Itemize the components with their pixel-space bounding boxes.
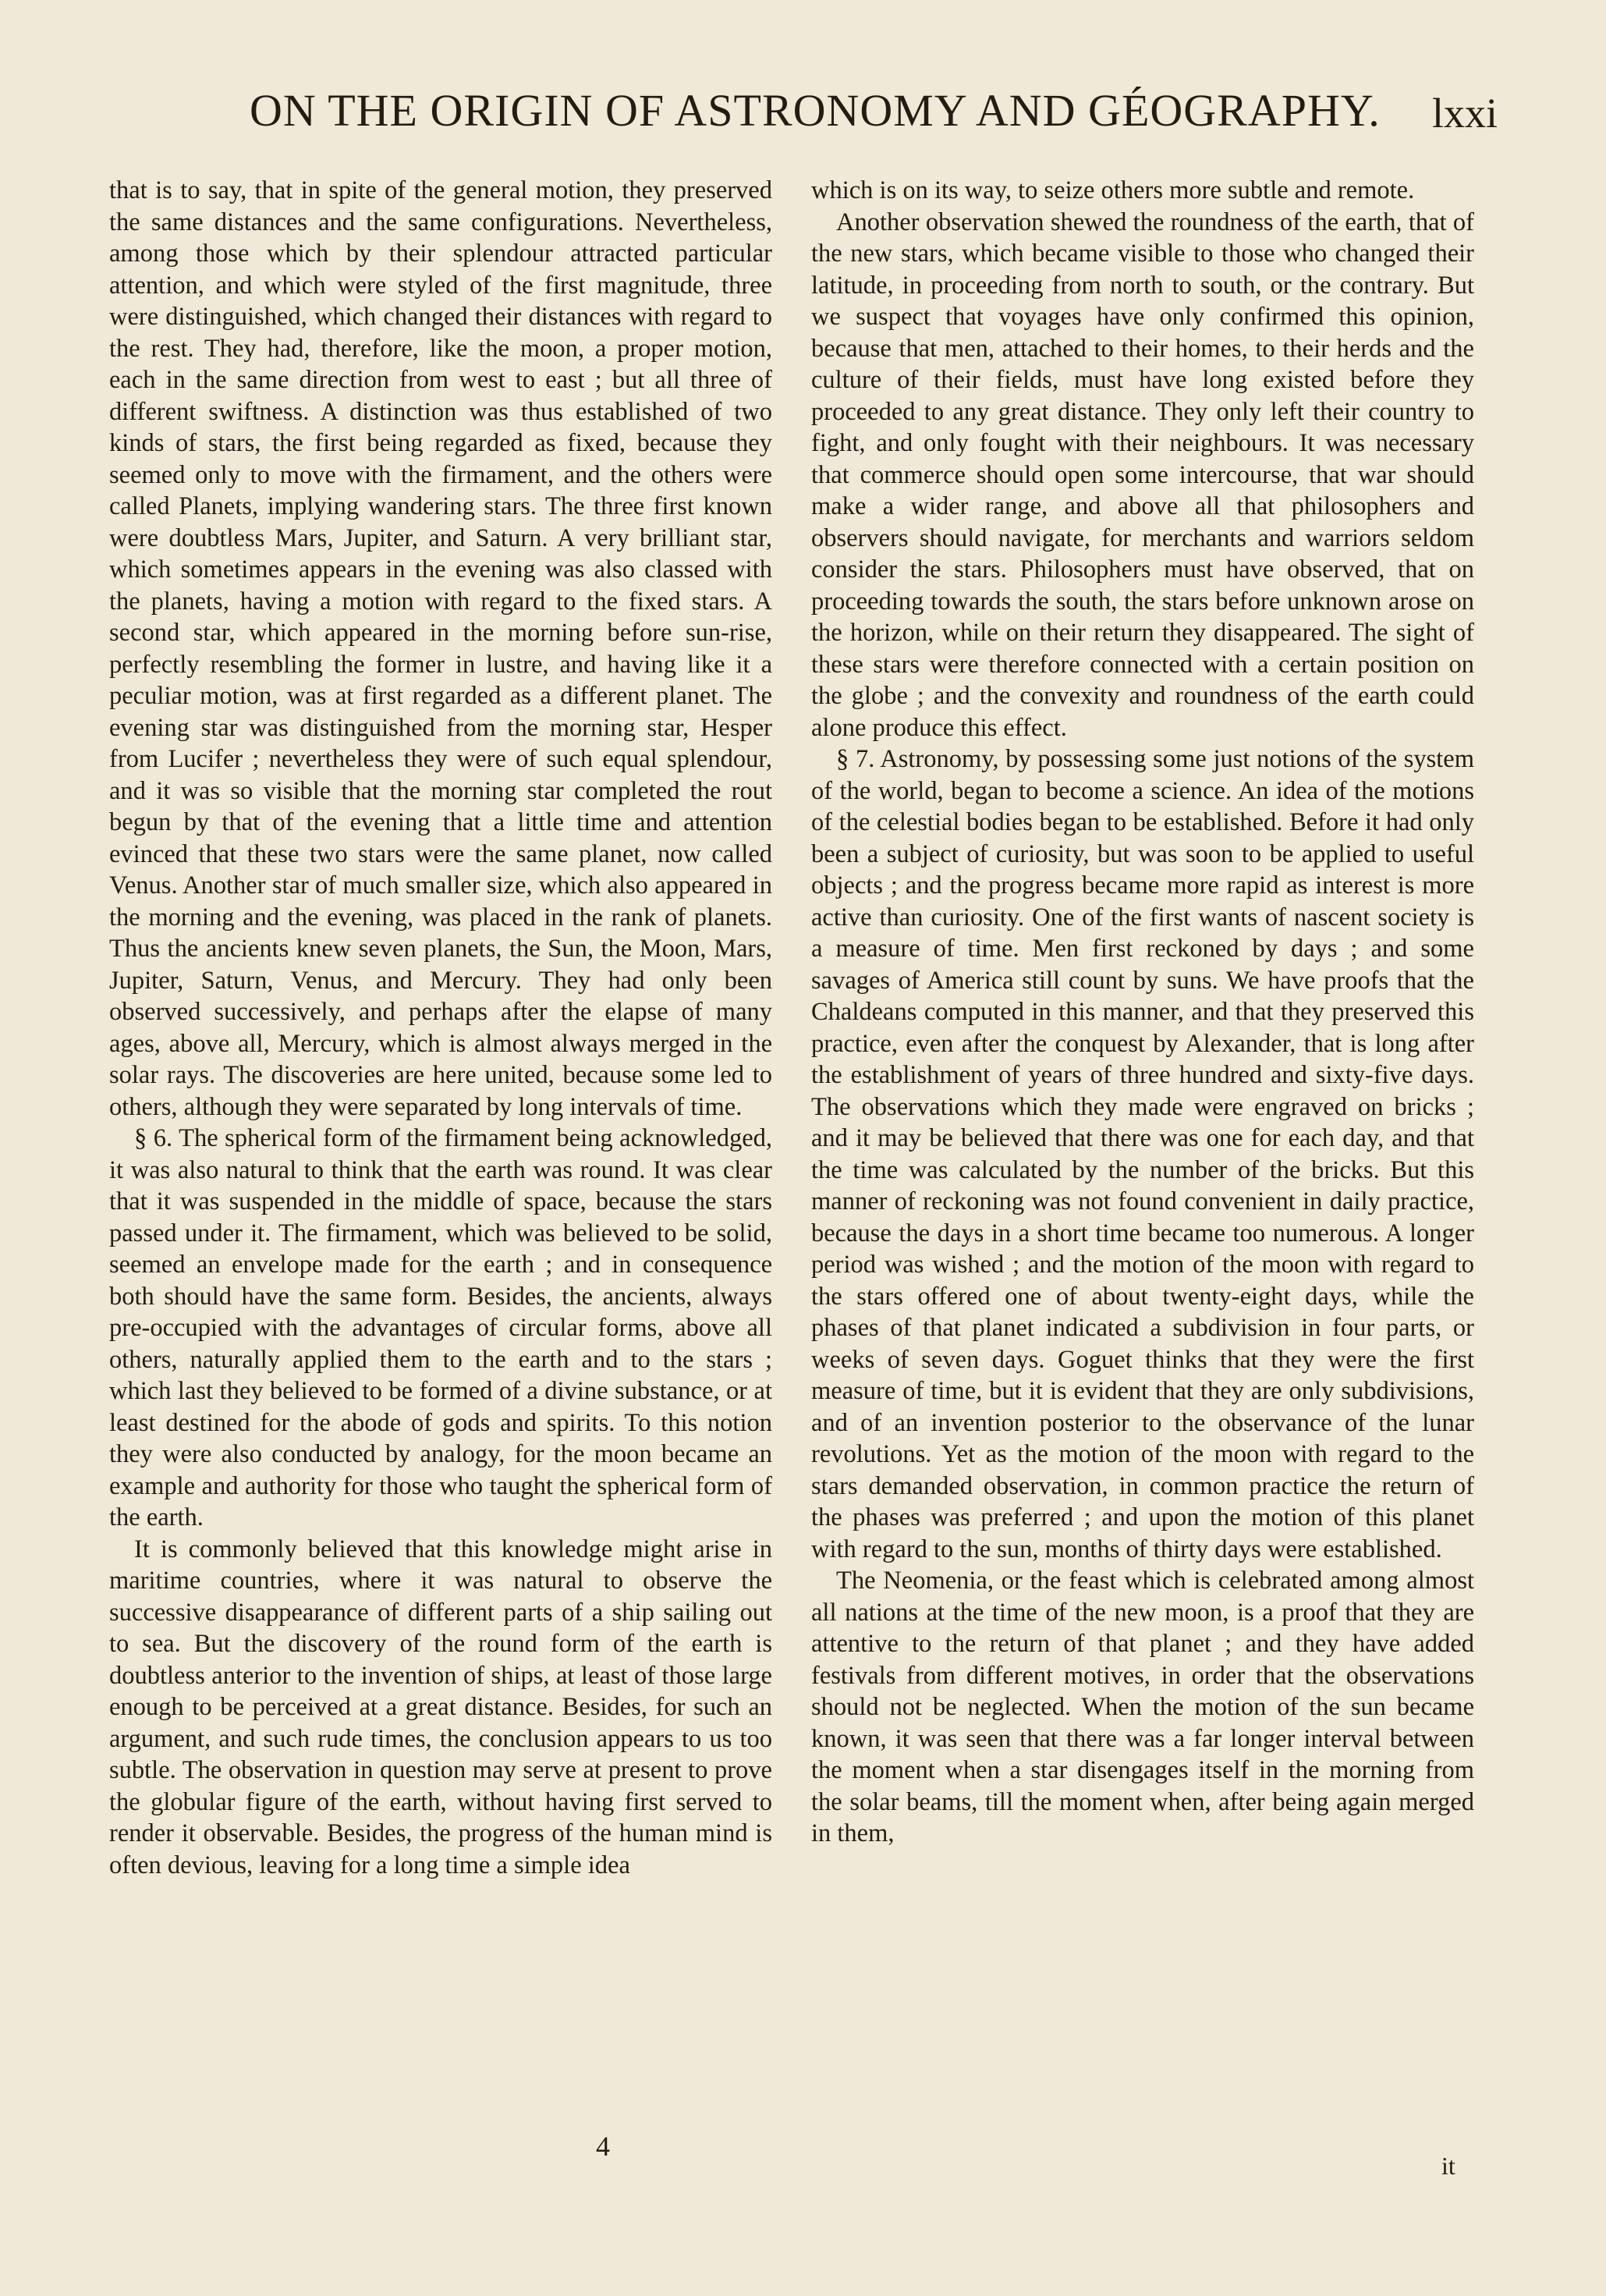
- paragraph: Another observation shewed the roundness of the earth, that of the new stars, which became visible to those who changed their latitude, in proceeding from north to south, or the contrary. But we suspect that voyages have only confirmed this opinion, because that men, attached to their homes, to their herds and the culture of their fields, must have long existed before they proceeded to any great distance. They only left their country to fight, and only fought with their neighbours. It was necessary that commerce should open some intercourse, that war should make a wider range, and above all that philosophers and observers should navigate, for merchants and warriors seldom consider the stars. Philosophers must have observed, that on proceeding towards the south, the stars before unknown arose on the horizon, while on their return they disappeared. The sight of these stars were therefore connected with a certain position on the globe ; and the convexity and roundness of the earth could alone produce this effect.: [811, 208, 1474, 742]
- right-column: [811, 175, 1474, 1850]
- paragraph: § 7. Astronomy, by possessing some just notions of the system of the world, began to become a science. An idea of the motions of the celestial bodies began to be established. Before it had only been a subject of curiosity, but was soon to be applied to useful objects ; and the progress became more rapid as interest is more active than curiosity. One of the first wants of nascent society is a measure of time. Men first reckoned by days ; and some savages of America still count by suns. We have proofs that the Chaldeans computed in this manner, and that they preserved this practice, even after the conquest by Alexander, that is long after the establishment of years of three hundred and sixty-five days. The observations which they made were engraved on bricks ; and it may be believed that there was one for each day, and that the time was calculated by the number of the bricks. But this manner of reckoning was not found convenient in daily practice, because the days in a short time became too numerous. A longer period was wished ; and the motion of the moon with regard to the stars offered one of about twenty-eight days, while the phases of that planet indicated a subdivision in four parts, or weeks of seven days. Goguet thinks that they were the first measure of time, but it is evident that they are only subdivisions, and of an invention posterior to the observance of the lunar revolutions. Yet as the motion of the moon with regard to the stars demanded observation, in common practice the return of the phases was preferred ; and upon the motion of this planet with regard to the sun, months of thirty days were established.: [811, 745, 1474, 1563]
- paragraph: § 6. The spherical form of the firmament being acknowledged, it was also natural to think that the earth was round. It was clear that it was suspended in the middle of space, because the stars passed under it. The firmament, which was believed to be solid, seemed an envelope made for the earth ; and in consequence both should have the same form. Besides, the ancients, always pre-occupied with the advantages of circular forms, above all others, naturally applied them to the earth and to the stars ; which last they believed to be formed of a divine substance, or at least destined for the abode of gods and spirits. To this notion they were also conducted by analogy, for the moon became an example and authority for those who taught the spherical form of the earth.: [109, 1124, 772, 1531]
- page-header: [250, 84, 1498, 147]
- left-column: [109, 175, 772, 1881]
- signature-mark: 4: [596, 2131, 610, 2162]
- paragraph: The Neomenia, or the feast which is celebrated among almost all nations at the time of the new moon, is a proof that they are attentive to the return of that planet ; and they have added festivals from different motives, in order that the observations should not be neglected. When the motion of the sun became known, it was seen that there was a far longer interval between the moment when a star disengages itself in the morning from the solar beams, till the moment when, after being again merged in them,: [811, 1567, 1474, 1847]
- paragraph: It is commonly believed that this knowledge might arise in maritime countries, where it was natural to observe the successive disappearance of different parts of a ship sailing out to sea. But the discovery of the round form of the earth is doubtless anterior to the invention of ships, at least of those large enough to be perceived at a great distance. Besides, for such an argument, and such rude times, the conclusion appears to us too subtle. The observation in question may serve at present to prove the globular figure of the earth, without having first served to render it observable. Besides, the progress of the human mind is often devious, leaving for a long time a simple idea: [109, 1535, 772, 1879]
- paragraph: that is to say, that in spite of the general motion, they preserved the same distances and the same configurations. Nevertheless, among those which by their splendour attracted particular attention, and which were styled of the first magnitude, three were distinguished, which changed their distances with regard to the rest. They had, therefore, like the moon, a proper motion, each in the same direction from west to east ; but all three of different swiftness. A distinction was thus established of two kinds of stars, the first being regarded as fixed, because they seemed only to move with the firmament, and the others were called Planets, implying wandering stars. The three first known were doubtless Mars, Jupiter, and Saturn. A very brilliant star, which sometimes appears in the evening was also classed with the planets, having a motion with regard to the fixed stars. A second star, which appeared in the morning before sun-rise, perfectly resembling the former in lustre, and having like it a peculiar motion, was at first regarded as a different planet. The evening star was distinguished from the morning star, Hesper from Lucifer ; nevertheless they were of such equal splendour, and it was so visible that the morning star completed the rout begun by that of the evening that a little time and attention evinced that these two stars were the same planet, now called Venus. Another star of much smaller size, which also appeared in the morning and the evening, was placed in the rank of planets. Thus the ancients knew seven planets, the Sun, the Moon, Mars, Jupiter, Saturn, Venus, and Mercury. They had only been observed successively, and perhaps after the elapse of many ages, above all, Mercury, which is almost always merged in the solar rays. The discoveries are here united, because some led to others, although they were separated by long intervals of time.: [109, 176, 772, 1121]
- running-title: ON THE ORIGIN OF ASTRONOMY AND GÉOGRAPHY.: [250, 85, 1381, 136]
- page-number: lxxi: [1431, 90, 1498, 137]
- catchword: it: [1441, 2152, 1455, 2180]
- paragraph: which is on its way, to seize others more subtle and remote.: [811, 176, 1415, 204]
